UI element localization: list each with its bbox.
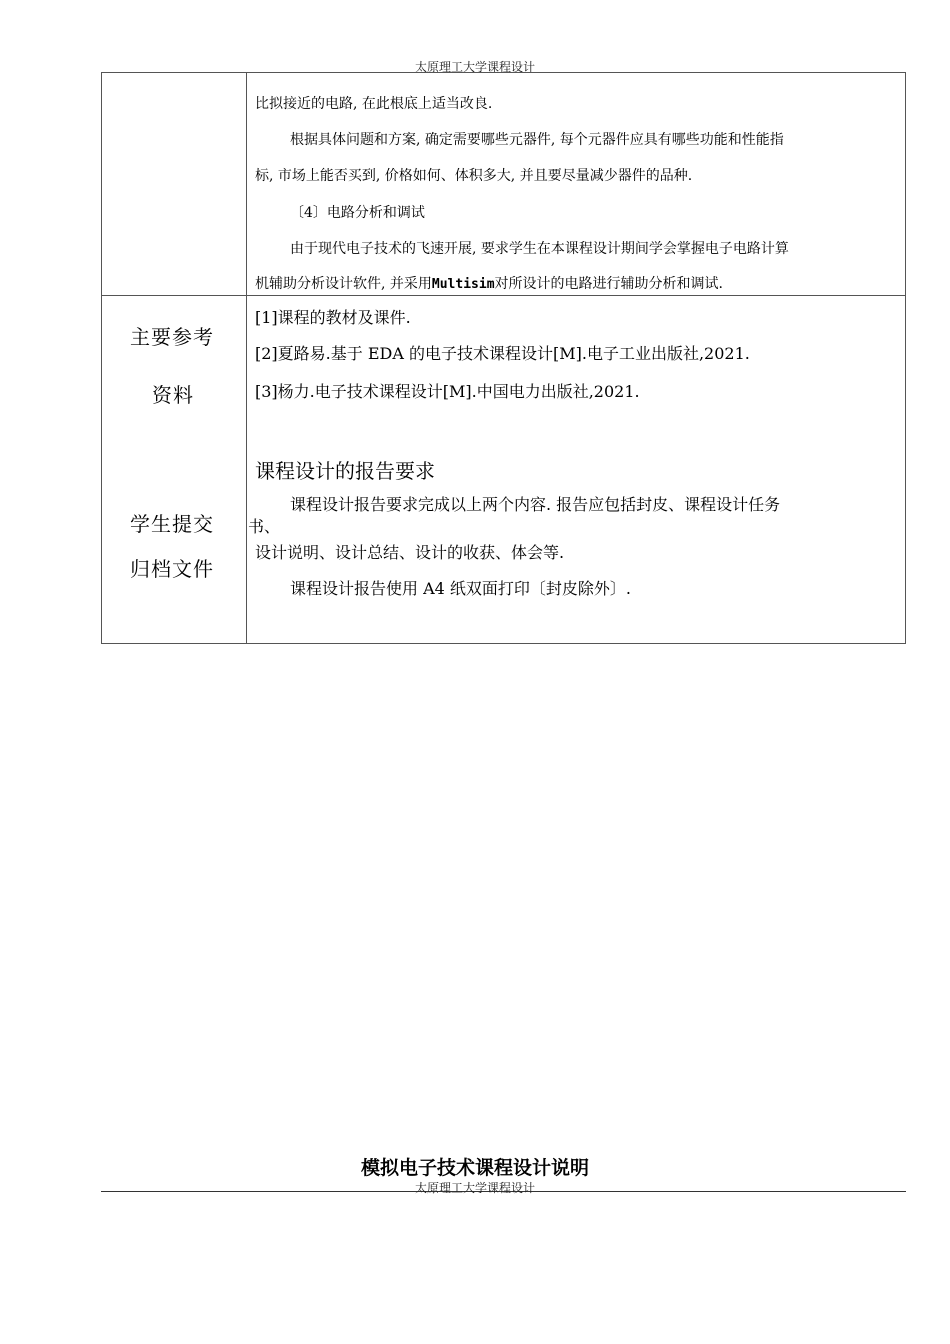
reference-item: [2]夏路易.基于 EDA 的电子技术课程设计[M].电子工业出版社,2021. [255, 344, 750, 363]
reference-item: [1]课程的教材及课件. [255, 308, 411, 327]
requirement-text: 书、 [248, 517, 281, 536]
method-text-line: 比拟接近的电路, 在此根底上适当改良. [255, 96, 493, 112]
requirement-text: 课程设计报告要求完成以上两个内容. 报告应包括封皮、课程设计任务 [290, 495, 781, 514]
page-header: 太原理工大学课程设计 [414, 1181, 535, 1195]
submission-label: 学生提交 [130, 512, 214, 536]
row-divider [102, 295, 905, 296]
method-text-line: 机辅助分析设计软件, 并采用Multisim对所设计的电路进行辅助分析和调试. [255, 276, 723, 292]
report-requirements-title: 课程设计的报告要求 [255, 459, 435, 483]
method-text-line: 根据具体问题和方案, 确定需要哪些元器件, 每个元器件应具有哪些功能和性能指 [290, 132, 784, 148]
next-page-title: 模拟电子技术课程设计说明 [360, 1157, 589, 1179]
page-header: 太原理工大学课程设计 [414, 60, 535, 74]
info-table [101, 72, 906, 644]
column-divider [246, 73, 247, 643]
requirement-text: 课程设计报告使用 A4 纸双面打印〔封皮除外〕. [290, 579, 631, 598]
method-text-line: 由于现代电子技术的飞速开展, 要求学生在本课程设计期间学会掌握电子电路计算 [290, 241, 789, 257]
reference-item: [3]杨力.电子技术课程设计[M].中国电力出版社,2021. [255, 382, 640, 401]
software-name: Multisim [431, 277, 495, 292]
references-label: 主要参考 [130, 325, 214, 349]
submission-label: 归档文件 [130, 557, 214, 581]
references-label: 资料 [152, 383, 194, 407]
section-heading-4: 〔4〕电路分析和调试 [290, 205, 425, 221]
method-text-line: 标, 市场上能否买到, 价格如何、体积多大, 并且要尽量减少器件的品种. [255, 168, 693, 184]
requirement-text: 设计说明、设计总结、设计的收获、体会等. [255, 543, 565, 562]
